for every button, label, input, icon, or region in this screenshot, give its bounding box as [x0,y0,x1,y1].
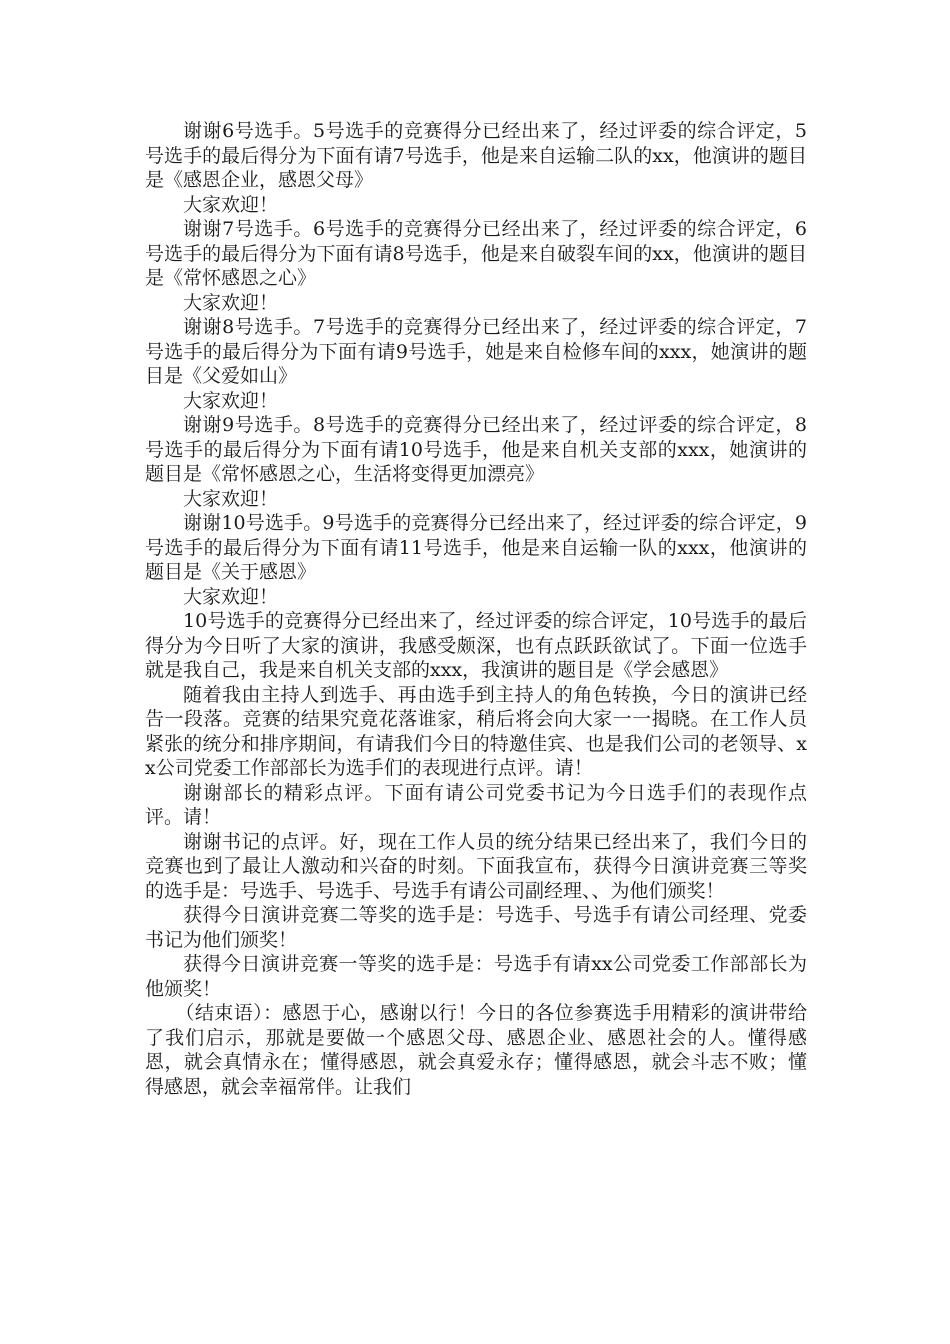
welcome-line: 大家欢迎！ [183,585,279,608]
paragraph: 10号选手的竞赛得分已经出来了，经过评委的综合评定，10号选手的最后得分为今日听了大家的演讲，我感受颇深，也有点跃跃欲试了。下面一位选手就是我自己，我是来自机关支部的xxx，我演讲的题目是《学会感恩》 [145,610,807,681]
welcome-line: 大家欢迎！ [183,487,279,510]
paragraph: 获得今日演讲竞赛二等奖的选手是：号选手、号选手有请公司经理、党委书记为他们颁奖！ [145,904,807,951]
closing-paragraph: （结束语）：感恩于心，感谢以行！今日的各位参赛选手用精彩的演讲带给了我们启示，那就是要做一个感恩父母、感恩企业、感恩社会的人。懂得感恩，就会真情永在；懂得感恩，就会真爱永存；懂得感恩，就会斗志不败；懂得感恩，就会幸福常伴。让我们 [145,1002,807,1098]
paragraph: 谢谢10号选手。9号选手的竞赛得分已经出来了，经过评委的综合评定，9号选手的最后得分为下面有请11号选手，他是来自运输一队的xxx，他演讲的题目是《关于感恩》 [145,512,807,583]
paragraph: 谢谢8号选手。7号选手的竞赛得分已经出来了，经过评委的综合评定，7号选手的最后得分为下面有请9号选手，她是来自检修车间的xxx，她演讲的题目是《父爱如山》 [145,316,807,387]
welcome-line: 大家欢迎！ [183,291,279,314]
paragraph: 谢谢6号选手。5号选手的竞赛得分已经出来了，经过评委的综合评定，5号选手的最后得分为下面有请7号选手，他是来自运输二队的xx，他演讲的题目是《感恩企业，感恩父母》 [145,120,807,191]
paragraph: 随着我由主持人到选手、再由选手到主持人的角色转换，今日的演讲已经告一段落。竞赛的结果究竟花落谁家，稍后将会向大家一一揭晓。在工作人员紧张的统分和排序期间，有请我们今日的特邀佳宾、也是我们公司的老领导、xx公司党委工作部部长为选手们的表现进行点评。请！ [145,683,807,779]
welcome-line: 大家欢迎！ [183,389,279,412]
document-body [145,119,807,1099]
welcome-line: 大家欢迎！ [183,193,279,216]
paragraph: 谢谢书记的点评。好，现在工作人员的统分结果已经出来了，我们今日的竞赛也到了最让人激动和兴奋的时刻。下面我宣布，获得今日演讲竞赛三等奖的选手是：号选手、号选手、号选手有请公司副经理、、为他们颁奖！ [145,830,807,902]
paragraph: 获得今日演讲竞赛一等奖的选手是：号选手有请xx公司党委工作部部长为他颁奖！ [145,953,807,1000]
paragraph: 谢谢7号选手。6号选手的竞赛得分已经出来了，经过评委的综合评定，6号选手的最后得分为下面有请8号选手，他是来自破裂车间的xx，他演讲的题目是《常怀感恩之心》 [145,218,807,289]
paragraph: 谢谢9号选手。8号选手的竞赛得分已经出来了，经过评委的综合评定，8号选手的最后得分为下面有请10号选手，他是来自机关支部的xxx，她演讲的题目是《常怀感恩之心，生活将变得更加漂亮》 [145,414,807,485]
paragraph: 谢谢部长的精彩点评。下面有请公司党委书记为今日选手们的表现作点评。请！ [145,781,807,828]
